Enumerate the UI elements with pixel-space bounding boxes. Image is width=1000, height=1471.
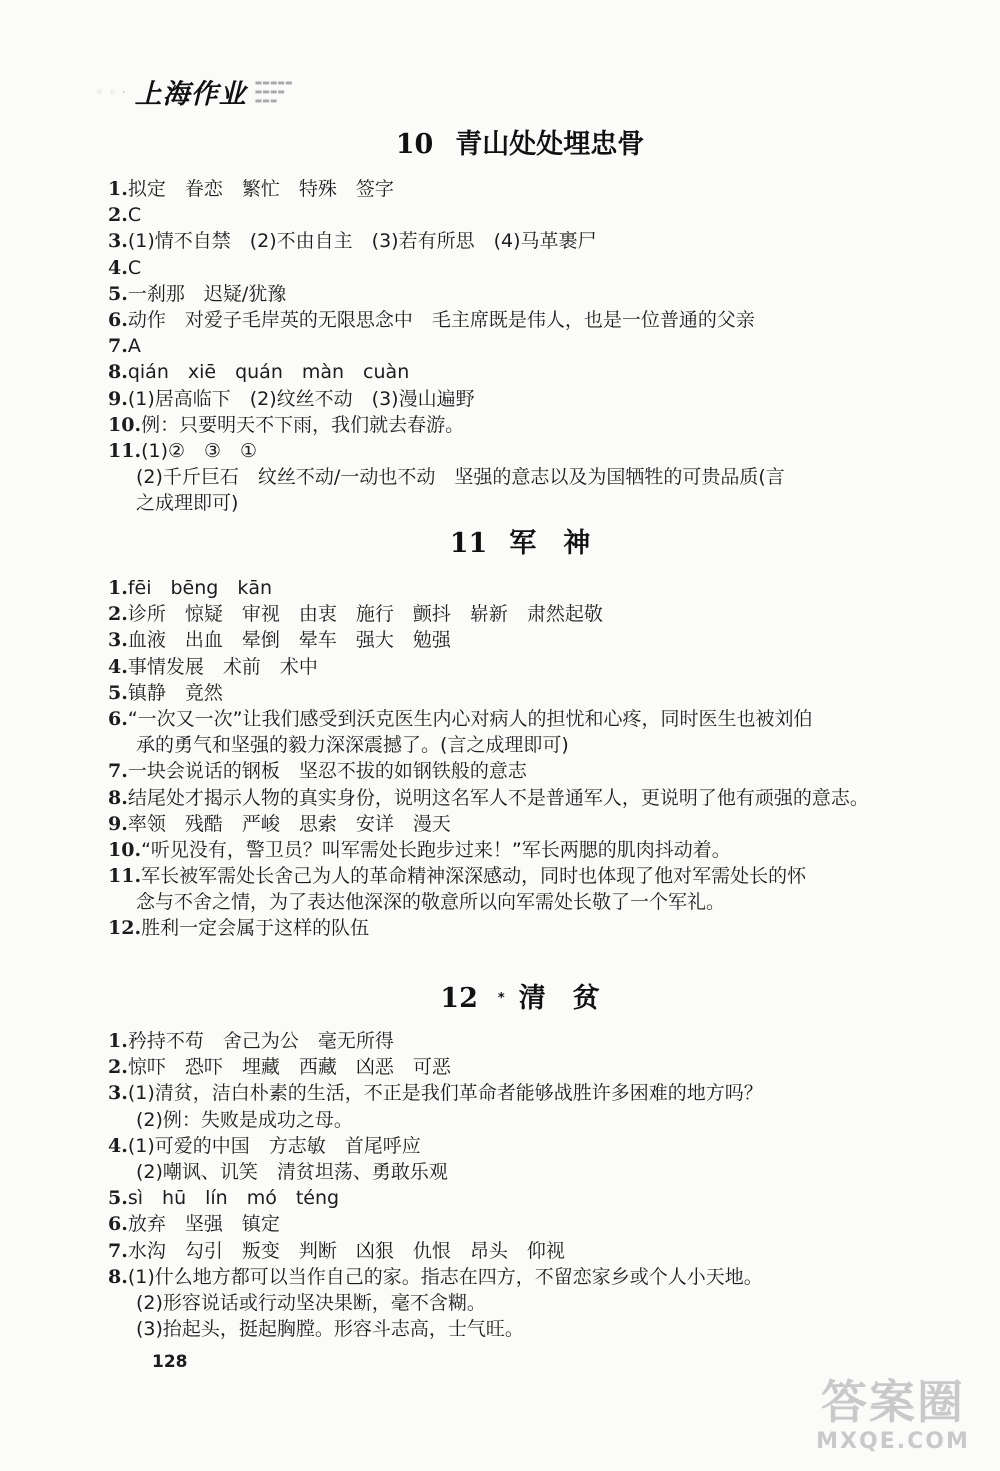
answer-line [108,255,948,281]
item-number: 11. [108,439,142,462]
answer-continuation [108,490,948,516]
answer-line [108,1028,948,1054]
section-star: * [497,991,505,1006]
answer-text: (3)抬起头，挺起胸膛。形容斗志高，士气旺。 [136,1318,524,1341]
page-number: 128 [152,1352,188,1372]
section-title-text: 军 神 [509,528,591,559]
answer-line [108,706,948,732]
section-title [40,979,1000,1019]
answer-text: (1)清贫，洁白朴素的生活，不正是我们革命者能够战胜许多困难的地方吗？ [127,1082,763,1105]
answer-continuation [108,1316,948,1342]
section-12-answers [108,1028,948,1342]
answer-line [108,307,948,333]
answer-text: (1)② ③ ① [141,439,258,462]
item-number: 5. [108,282,128,305]
item-number: 6. [108,1213,128,1236]
item-number: 10. [108,838,142,861]
answer-text: sì hū lín mó téng [127,1187,340,1210]
item-number: 4. [108,256,128,279]
answer-line [108,281,948,307]
answer-text: 矜持不苟 舍己为公 毫无所得 [127,1030,394,1052]
answer-text: 拟定 眷恋 繁忙 特殊 签字 [127,178,394,200]
answer-text: C [127,204,142,227]
answer-text: (2)例：失败是成功之母。 [136,1108,353,1131]
answer-text: 一块会说话的钢板 坚忍不拔的如钢铁般的意志 [127,760,527,783]
answer-text: “听见没有，警卫员？叫军需处长跑步过来！”军长两腮的肌肉抖动着。 [141,838,731,861]
answer-text: 事情发展 术前 术中 [127,655,318,678]
answer-line [108,228,948,254]
answer-line [108,654,948,680]
item-number: 7. [108,1239,128,1262]
answer-text: (2)千斤巨石 纹丝不动/一动也不动 坚强的意志以及为国牺牲的可贵品质(言 [136,466,785,489]
watermark-logo-text: 答案圈 [821,1375,965,1429]
item-number: 2. [108,1056,128,1079]
answer-text: fēi bēng kān [127,577,273,599]
item-number: 11. [108,865,142,888]
answer-continuation [108,1290,948,1316]
section-11 [0,524,1000,564]
item-number: 3. [108,629,128,652]
answer-text: 一刹那 迟疑/犹豫 [127,282,287,305]
answer-text: 念与不舍之情，为了表达他深深的敬意所以向军需处长敬了一个军礼。 [136,891,726,914]
section-title-text: 清 贫 [518,983,600,1014]
answer-text: (1)什么地方都可以当作自己的家。指志在四方，不留恋家乡或个人小天地。 [127,1265,763,1288]
section-title [40,524,1000,564]
item-number: 7. [108,335,128,358]
section-number: 10 [395,129,434,160]
item-number: 9. [108,812,128,835]
item-number: 6. [108,707,128,730]
item-number: 10. [108,413,142,436]
answer-line [108,601,948,627]
answer-text: 水沟 勾引 叛变 判断 凶狠 仇恨 昂头 仰视 [127,1239,565,1262]
answer-line [108,202,948,228]
item-number: 1. [108,577,128,599]
answer-line [108,386,948,412]
item-number: 6. [108,308,128,331]
item-number: 7. [108,760,128,783]
watermark-domain: MXQE.COM [816,1429,970,1454]
item-number: 9. [108,387,128,410]
answer-line [108,412,948,438]
item-number: 8. [108,1265,128,1288]
answer-text: (1)居高临下 (2)纹丝不动 (3)漫山遍野 [127,387,475,410]
answer-continuation [108,1107,948,1133]
item-number: 1. [108,1030,128,1052]
answer-line [108,1264,948,1290]
section-11-answers [108,575,948,942]
answer-line [108,863,948,889]
answer-text: (2)嘲讽、讥笑 清贫坦荡、勇敢乐观 [136,1160,448,1183]
section-10 [0,125,1000,165]
answer-text: 结尾处才揭示人物的真实身份，说明这名军人不是普通军人，更说明了他有顽强的意志。 [127,786,869,809]
answer-text: 动作 对爱子毛岸英的无限思念中 毛主席既是伟人，也是一位普通的父亲 [127,308,755,331]
answer-text: (2)形容说话或行动坚决果断，毫不含糊。 [136,1291,486,1314]
answer-line [108,627,948,653]
answer-text: 胜利一定会属于这样的队伍 [141,917,370,940]
answer-line [108,837,948,863]
answer-text: 之成理即可) [136,492,239,515]
answer-text: 惊吓 恐吓 埋藏 西藏 凶恶 可恶 [127,1056,451,1079]
answer-text: (1)可爱的中国 方志敏 首尾呼应 [127,1134,421,1157]
item-number: 2. [108,204,128,227]
answer-line [108,811,948,837]
answer-line [108,758,948,784]
section-12 [0,979,1000,1019]
answer-text: A [127,335,141,358]
section-number: 12 [440,983,478,1014]
item-number: 4. [108,1134,128,1157]
item-number: 12. [108,917,142,940]
answer-line [108,359,948,385]
answer-text: 率领 残酷 严峻 思索 安详 漫天 [127,812,451,835]
answer-line [108,438,948,464]
header-decoration: ◦ ◦ · [96,84,127,99]
answer-text: qián xiē quán màn cuàn [127,361,410,384]
answer-line [108,785,948,811]
answer-text: 诊所 惊疑 审视 由衷 施行 颤抖 崭新 肃然起敬 [127,603,603,626]
answer-text: 镇静 竟然 [127,681,223,704]
book-header [96,72,292,111]
answer-continuation [108,1159,948,1185]
item-number: 8. [108,361,128,384]
answer-continuation [108,889,948,915]
item-number: 3. [108,230,128,253]
answer-line [108,1211,948,1237]
section-title-text: 青山处处埋忠骨 [455,129,645,160]
answer-continuation [108,464,948,490]
section-number: 11 [449,528,488,559]
item-number: 4. [108,655,128,678]
item-number: 3. [108,1082,128,1105]
site-watermark [798,1375,988,1465]
answer-text: “一次又一次”让我们感受到沃克医生内心对病人的担忧和心疼，同时医生也被刘伯 [127,707,813,730]
section-title [40,125,1000,165]
item-number: 5. [108,1187,128,1210]
answer-text: 血液 出血 晕倒 晕车 强大 勉强 [127,629,451,652]
book-brand-logo: 上海作业 [134,79,247,110]
answer-line [108,1185,948,1211]
answer-text: 例：只要明天不下雨，我们就去春游。 [141,413,465,436]
answer-line [108,575,948,601]
answer-text: 承的勇气和坚强的毅力深深震撼了。(言之成理即可) [136,734,569,757]
item-number: 2. [108,603,128,626]
answer-line [108,333,948,359]
answer-line [108,1080,948,1106]
answer-line [108,176,948,202]
item-number: 1. [108,178,128,200]
header-decoration-lines: ▬▬▬▬▬ ▬▬▬▬ ▬▬▬ [254,78,293,105]
answer-text: 军长被军需处长舍己为人的革命精神深深感动，同时也体现了他对军需处长的怀 [141,865,807,888]
answer-line [108,680,948,706]
answer-line [108,1054,948,1080]
answer-text: (1)情不自禁 (2)不由自主 (3)若有所思 (4)马革裹尸 [127,230,597,253]
item-number: 8. [108,786,128,809]
answer-line [108,1133,948,1159]
answer-text: 放弃 坚强 镇定 [127,1213,280,1236]
answer-continuation [108,732,948,758]
section-10-answers [108,176,948,516]
answer-line [108,1238,948,1264]
answer-text: C [127,256,142,279]
answer-line [108,915,948,941]
item-number: 5. [108,681,128,704]
